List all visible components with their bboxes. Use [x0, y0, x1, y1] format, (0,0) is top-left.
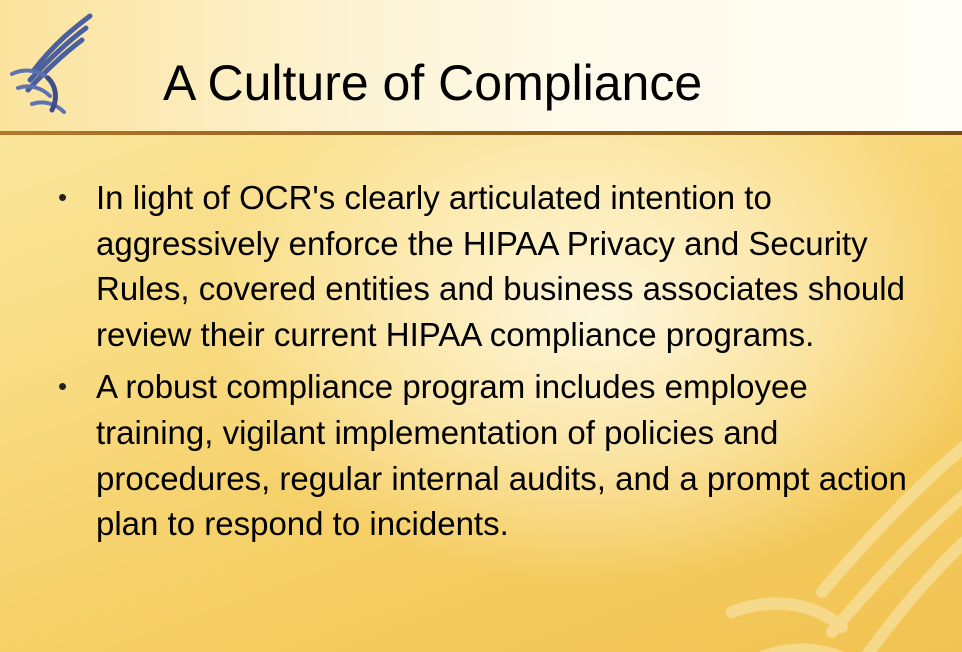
slide-title: A Culture of Compliance: [163, 55, 703, 111]
bullet-list: [58, 175, 926, 554]
bullet-marker: •: [58, 182, 68, 212]
bullet-text: In light of OCR's clearly articulated intention to aggressively enforce the HIPAA Privacy and Security Rules, covered entities and business associates should review their current HIPAA compliance programs.: [96, 179, 905, 353]
title-divider: [0, 131, 962, 135]
bullet-item: [58, 175, 926, 357]
hhs-eagle-logo: [4, 8, 100, 120]
bullet-item: [58, 364, 926, 546]
bullet-text: A robust compliance program includes employee training, vigilant implementation of policies and procedures, regular internal audits, and a prompt action plan to respond to incidents.: [96, 368, 907, 543]
bullet-marker: •: [58, 371, 68, 402]
